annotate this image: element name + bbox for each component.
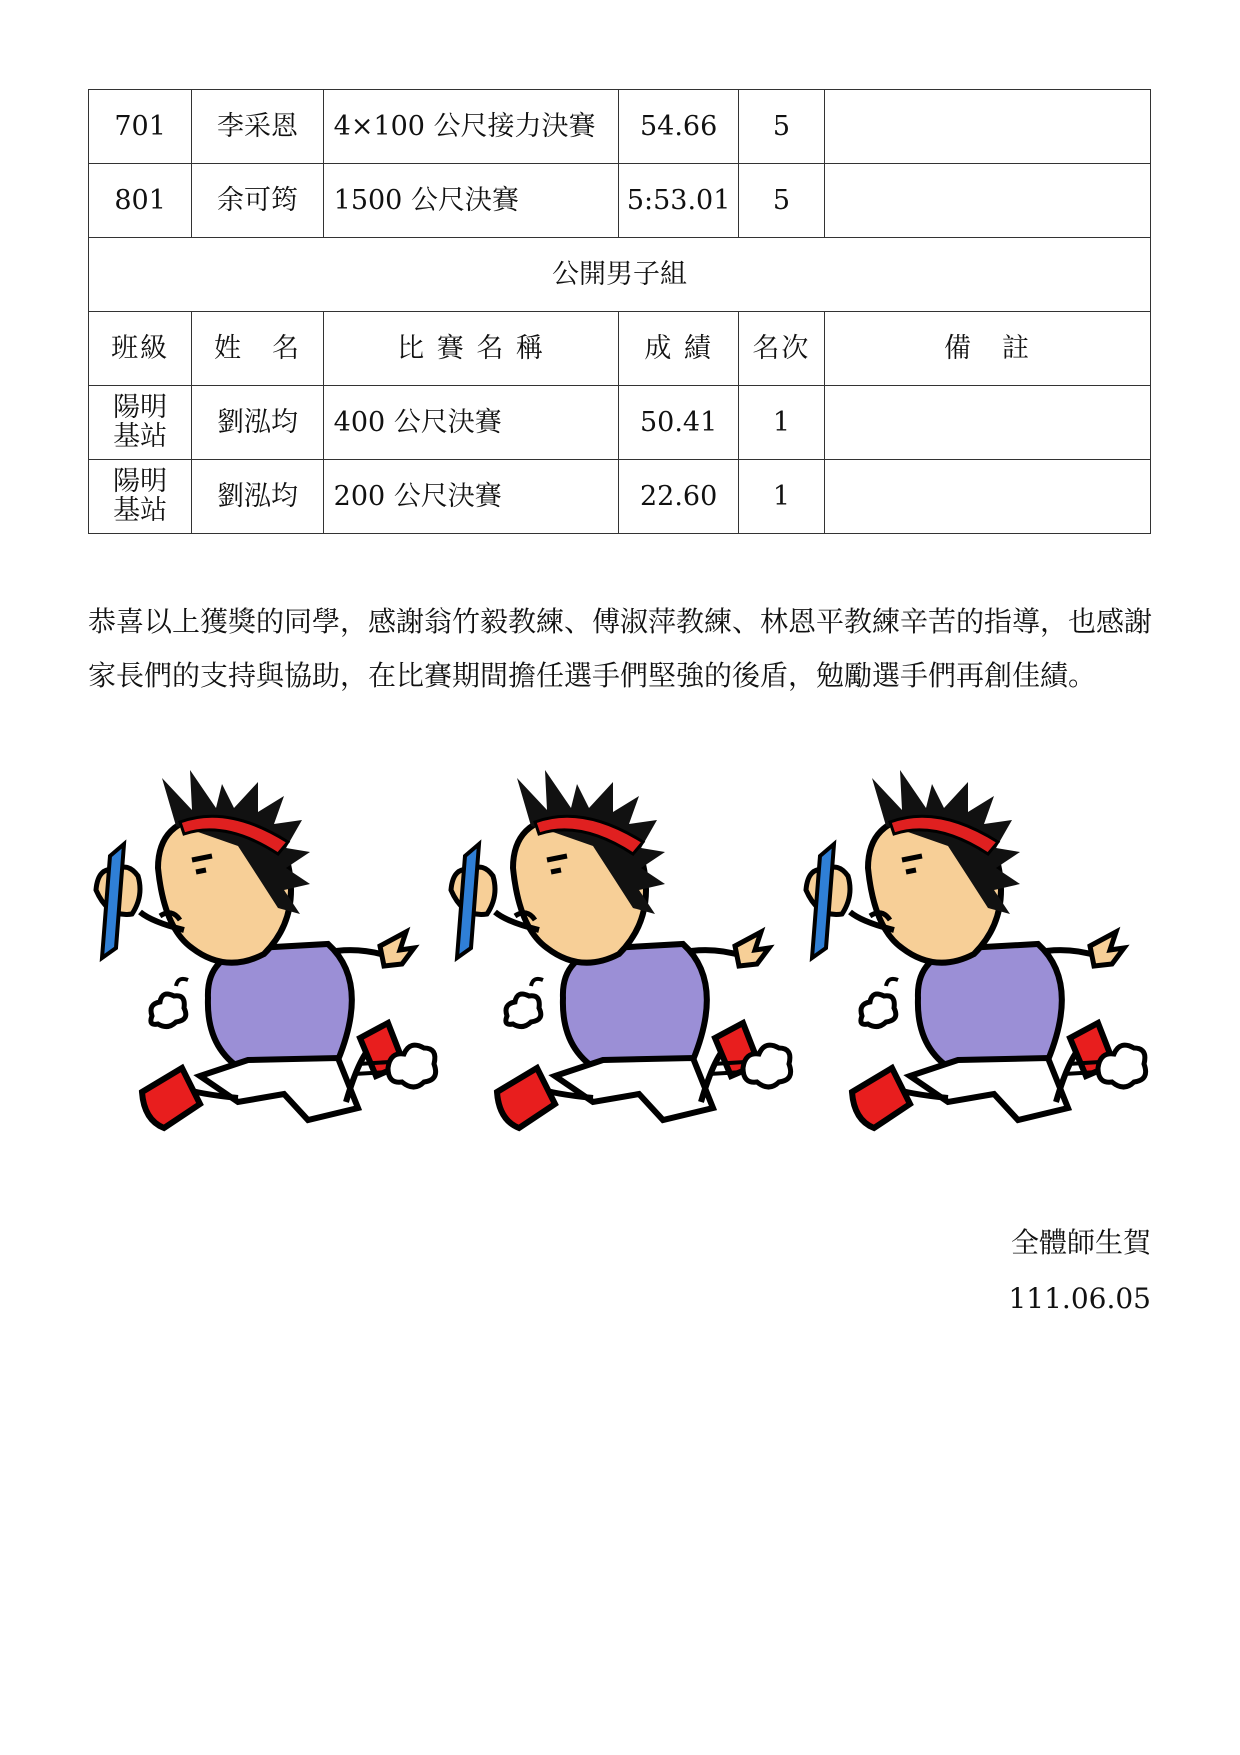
cell-class-line1: 陽明	[113, 466, 168, 498]
cell-result: 5:53.01	[619, 164, 738, 238]
cell-class	[89, 386, 192, 460]
cell-note	[825, 164, 1151, 238]
table-row	[89, 90, 1151, 164]
runner-illustrations	[88, 768, 1151, 1148]
header-class: 班級	[89, 312, 192, 386]
cell-rank: 1	[738, 460, 824, 534]
table-row	[89, 164, 1151, 238]
cell-class: 801	[89, 164, 192, 238]
cell-event: 4×100 公尺接力決賽	[323, 90, 619, 164]
results-table	[88, 89, 1151, 534]
cell-class-line2: 基站	[113, 420, 168, 452]
relay-runner-icon	[88, 768, 443, 1148]
cell-name: 余可筠	[192, 164, 323, 238]
cell-note	[825, 386, 1151, 460]
cell-result: 22.60	[619, 460, 738, 534]
congratulation-message: 恭喜以上獲獎的同學，感謝翁竹毅教練、傅淑萍教練、林恩平教練辛苦的指導，也感謝家長們的支持與協助，在比賽期間擔任選手們堅強的後盾，勉勵選手們再創佳績。	[88, 605, 1153, 692]
signature-from: 全體師生賀	[1010, 1226, 1151, 1259]
header-name: 姓 名	[192, 312, 323, 386]
header-note: 備 註	[825, 312, 1151, 386]
cell-class	[89, 460, 192, 534]
cell-name: 李采恩	[192, 90, 323, 164]
header-event: 比 賽 名 稱	[323, 312, 619, 386]
cell-note	[825, 90, 1151, 164]
relay-runner-icon	[443, 768, 798, 1148]
cell-class: 701	[89, 90, 192, 164]
table-header-row	[89, 312, 1151, 386]
cell-name: 劉泓均	[192, 460, 323, 534]
section-title: 公開男子組	[89, 238, 1151, 312]
relay-runner-icon	[798, 768, 1153, 1148]
cell-event: 200 公尺決賽	[323, 460, 619, 534]
header-rank: 名次	[738, 312, 824, 386]
cell-result: 50.41	[619, 386, 738, 460]
section-row	[89, 238, 1151, 312]
cell-class-line1: 陽明	[113, 392, 168, 424]
table-row	[89, 386, 1151, 460]
cell-event: 1500 公尺決賽	[323, 164, 619, 238]
cell-name: 劉泓均	[192, 386, 323, 460]
header-result: 成 績	[619, 312, 738, 386]
cell-rank: 1	[738, 386, 824, 460]
cell-note	[825, 460, 1151, 534]
cell-event: 400 公尺決賽	[323, 386, 619, 460]
signature-date: 111.06.05	[1008, 1282, 1151, 1315]
cell-rank: 5	[738, 90, 824, 164]
signature-block	[1008, 1215, 1151, 1327]
cell-rank: 5	[738, 164, 824, 238]
table-row	[89, 460, 1151, 534]
cell-class-line2: 基站	[113, 494, 168, 526]
cell-result: 54.66	[619, 90, 738, 164]
